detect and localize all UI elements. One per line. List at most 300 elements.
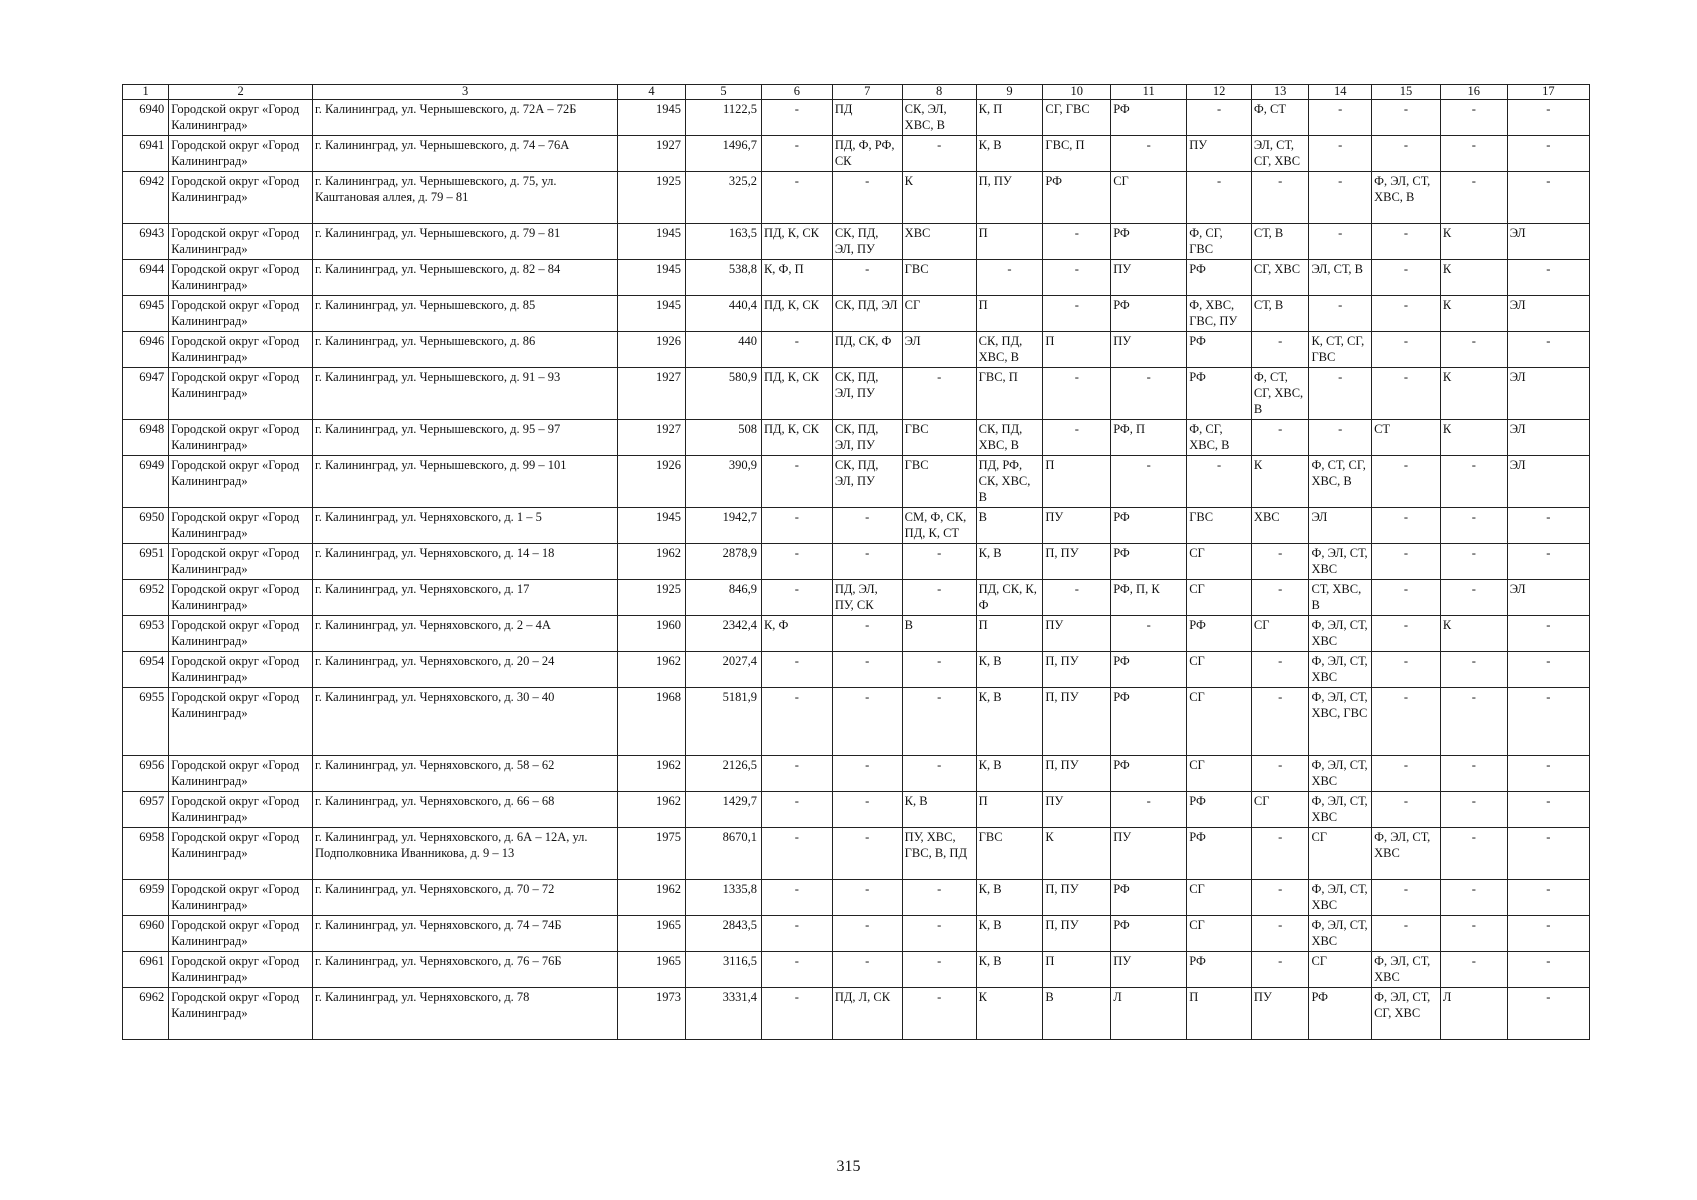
table-cell-col-8: - [902,136,976,172]
table-cell-col-5: 390,9 [685,456,761,508]
table-cell-col-4: 1965 [618,952,686,988]
table-cell-col-1: 6957 [123,792,169,828]
table-cell-col-2: Городской округ «Город Калининград» [169,172,313,224]
table-cell-col-4: 1975 [618,828,686,880]
table-cell-col-9: К, В [976,952,1043,988]
table-cell-col-16: К [1440,224,1507,260]
table-cell-col-14: - [1309,368,1372,420]
table-cell-col-5: 1429,7 [685,792,761,828]
table-cell-col-15: - [1372,508,1441,544]
table-row [123,368,1590,420]
table-cell-col-2: Городской округ «Город Калининград» [169,224,313,260]
table-cell-col-10: ПУ [1043,792,1111,828]
table-cell-col-12: РФ [1187,828,1252,880]
table-cell-col-15: - [1372,544,1441,580]
table-cell-col-3: г. Калининград, ул. Черняховского, д. 6А – 12А, ул. Подполковника Иванникова, д. 9 – 13 [313,828,618,880]
table-cell-col-9: К, В [976,652,1043,688]
table-cell-col-5: 2878,9 [685,544,761,580]
table-cell-col-12: РФ [1187,792,1252,828]
table-cell-col-14: Ф, СТ, СГ, ХВС, В [1309,456,1372,508]
table-cell-col-16: - [1440,508,1507,544]
table-cell-col-16: - [1440,688,1507,756]
table-cell-col-11: - [1111,456,1187,508]
table-cell-col-14: - [1309,100,1372,136]
table-cell-col-8: - [902,580,976,616]
table-cell-col-6: - [761,332,832,368]
table-cell-col-11: РФ, П, К [1111,580,1187,616]
table-cell-col-11: ПУ [1111,952,1187,988]
table-cell-col-4: 1927 [618,368,686,420]
table-cell-col-8: - [902,544,976,580]
table-cell-col-11: - [1111,792,1187,828]
table-cell-col-9: К, В [976,880,1043,916]
table-cell-col-9: ГВС [976,828,1043,880]
table-cell-col-4: 1973 [618,988,686,1040]
table-cell-col-3: г. Калининград, ул. Чернышевского, д. 74 – 76А [313,136,618,172]
table-cell-col-13: - [1251,580,1309,616]
table-cell-col-12: РФ [1187,260,1252,296]
table-cell-col-15: Ф, ЭЛ, СТ, ХВС [1372,952,1441,988]
table-cell-col-8: ХВС [902,224,976,260]
table-cell-col-6: ПД, К, СК [761,224,832,260]
table-cell-col-11: РФ [1111,100,1187,136]
table-cell-col-17: - [1507,688,1589,756]
table-body [123,100,1590,1040]
table-cell-col-6: - [761,456,832,508]
table-cell-col-3: г. Калининград, ул. Чернышевского, д. 75, ул. Каштановая аллея, д. 79 – 81 [313,172,618,224]
table-cell-col-7: - [832,172,902,224]
table-cell-col-8: - [902,988,976,1040]
table-cell-col-14: СГ [1309,828,1372,880]
table-cell-col-5: 2843,5 [685,916,761,952]
table-cell-col-14: Ф, ЭЛ, СТ, ХВС [1309,756,1372,792]
table-cell-col-1: 6956 [123,756,169,792]
table-cell-col-12: - [1187,172,1252,224]
table-cell-col-1: 6962 [123,988,169,1040]
table-cell-col-15: - [1372,756,1441,792]
table-cell-col-11: РФ [1111,688,1187,756]
table-cell-col-13: - [1251,420,1309,456]
table-cell-col-10: К [1043,828,1111,880]
table-cell-col-15: - [1372,296,1441,332]
table-cell-col-11: РФ [1111,296,1187,332]
table-cell-col-9: - [976,260,1043,296]
table-cell-col-5: 163,5 [685,224,761,260]
table-cell-col-16: - [1440,332,1507,368]
table-cell-col-10: ГВС, П [1043,136,1111,172]
table-cell-col-7: ПД [832,100,902,136]
table-cell-col-2: Городской округ «Город Калининград» [169,952,313,988]
table-cell-col-10: П [1043,456,1111,508]
table-cell-col-15: - [1372,580,1441,616]
table-cell-col-14: Ф, ЭЛ, СТ, ХВС [1309,880,1372,916]
table-cell-col-1: 6945 [123,296,169,332]
table-cell-col-15: Ф, ЭЛ, СТ, ХВС [1372,828,1441,880]
table-cell-col-10: ПУ [1043,508,1111,544]
table-cell-col-15: - [1372,456,1441,508]
table-cell-col-6: ПД, К, СК [761,420,832,456]
table-cell-col-7: ПД, ЭЛ, ПУ, СК [832,580,902,616]
table-row [123,456,1590,508]
table-cell-col-15: - [1372,792,1441,828]
table-cell-col-14: К, СТ, СГ, ГВС [1309,332,1372,368]
table-cell-col-11: СГ [1111,172,1187,224]
table-cell-col-7: - [832,756,902,792]
table-cell-col-13: СГ [1251,616,1309,652]
table-cell-col-7: ПД, Ф, РФ, СК [832,136,902,172]
table-cell-col-3: г. Калининград, ул. Черняховского, д. 17 [313,580,618,616]
table-row [123,172,1590,224]
table-cell-col-1: 6947 [123,368,169,420]
table-cell-col-16: - [1440,580,1507,616]
table-cell-col-5: 1335,8 [685,880,761,916]
table-cell-col-14: ЭЛ, СТ, В [1309,260,1372,296]
table-cell-col-10: - [1043,580,1111,616]
table-cell-col-9: П [976,616,1043,652]
table-cell-col-12: Ф, СГ, ХВС, В [1187,420,1252,456]
table-cell-col-1: 6961 [123,952,169,988]
table-cell-col-12: СГ [1187,756,1252,792]
table-cell-col-17: - [1507,544,1589,580]
table-cell-col-14: СГ [1309,952,1372,988]
table-cell-col-10: П [1043,332,1111,368]
table-cell-col-6: - [761,756,832,792]
table-cell-col-16: - [1440,456,1507,508]
table-cell-col-10: П, ПУ [1043,688,1111,756]
table-cell-col-7: - [832,792,902,828]
table-cell-col-14: Ф, ЭЛ, СТ, ХВС, ГВС [1309,688,1372,756]
table-cell-col-6: - [761,880,832,916]
table-cell-col-11: РФ [1111,224,1187,260]
table-cell-col-16: - [1440,828,1507,880]
table-cell-col-1: 6952 [123,580,169,616]
table-cell-col-10: - [1043,260,1111,296]
table-cell-col-15: - [1372,652,1441,688]
table-cell-col-9: ПД, РФ, СК, ХВС, В [976,456,1043,508]
table-cell-col-14: - [1309,224,1372,260]
table-cell-col-4: 1945 [618,224,686,260]
table-cell-col-16: К [1440,260,1507,296]
table-cell-col-14: - [1309,172,1372,224]
table-cell-col-11: - [1111,616,1187,652]
table-cell-col-7: СК, ПД, ЭЛ, ПУ [832,456,902,508]
table-cell-col-4: 1925 [618,172,686,224]
table-cell-col-8: СК, ЭЛ, ХВС, В [902,100,976,136]
table-cell-col-10: П, ПУ [1043,544,1111,580]
table-cell-col-13: ХВС [1251,508,1309,544]
table-cell-col-12: Ф, ХВС, ГВС, ПУ [1187,296,1252,332]
table-cell-col-2: Городской округ «Город Калининград» [169,456,313,508]
table-cell-col-15: - [1372,224,1441,260]
table-row [123,332,1590,368]
table-cell-col-7: - [832,916,902,952]
table-cell-col-12: РФ [1187,616,1252,652]
table-cell-col-6: - [761,100,832,136]
table-cell-col-13: - [1251,544,1309,580]
table-cell-col-1: 6941 [123,136,169,172]
table-row [123,544,1590,580]
table-cell-col-3: г. Калининград, ул. Черняховского, д. 76 – 76Б [313,952,618,988]
table-cell-col-4: 1927 [618,136,686,172]
table-cell-col-5: 580,9 [685,368,761,420]
table-cell-col-5: 3116,5 [685,952,761,988]
table-cell-col-4: 1962 [618,544,686,580]
table-cell-col-17: - [1507,332,1589,368]
table-cell-col-17: - [1507,988,1589,1040]
table-cell-col-14: - [1309,136,1372,172]
table-cell-col-9: К [976,988,1043,1040]
table-cell-col-15: СТ [1372,420,1441,456]
table-cell-col-16: - [1440,880,1507,916]
table-cell-col-15: - [1372,916,1441,952]
column-header-17: 17 [1507,85,1589,100]
table-cell-col-17: - [1507,828,1589,880]
table-row [123,652,1590,688]
column-header-11: 11 [1111,85,1187,100]
table-cell-col-3: г. Калининград, ул. Черняховского, д. 1 – 5 [313,508,618,544]
table-cell-col-4: 1945 [618,296,686,332]
table-cell-col-14: Ф, ЭЛ, СТ, ХВС [1309,616,1372,652]
table-cell-col-7: ПД, Л, СК [832,988,902,1040]
table-cell-col-5: 2126,5 [685,756,761,792]
table-cell-col-14: Ф, ЭЛ, СТ, ХВС [1309,544,1372,580]
table-cell-col-8: - [902,756,976,792]
table-cell-col-10: П, ПУ [1043,652,1111,688]
table-cell-col-3: г. Калининград, ул. Чернышевского, д. 85 [313,296,618,332]
table-cell-col-2: Городской округ «Город Калининград» [169,508,313,544]
table-cell-col-17: ЭЛ [1507,580,1589,616]
table-cell-col-2: Городской округ «Город Калининград» [169,544,313,580]
table-cell-col-1: 6946 [123,332,169,368]
table-cell-col-4: 1968 [618,688,686,756]
column-header-14: 14 [1309,85,1372,100]
table-cell-col-3: г. Калининград, ул. Чернышевского, д. 79 – 81 [313,224,618,260]
table-row [123,508,1590,544]
table-cell-col-9: К, В [976,688,1043,756]
column-header-15: 15 [1372,85,1441,100]
table-cell-col-2: Городской округ «Город Калининград» [169,880,313,916]
table-cell-col-16: Л [1440,988,1507,1040]
table-cell-col-16: К [1440,420,1507,456]
table-cell-col-5: 538,8 [685,260,761,296]
table-cell-col-12: П [1187,988,1252,1040]
table-cell-col-2: Городской округ «Город Калининград» [169,828,313,880]
table-cell-col-14: СТ, ХВС, В [1309,580,1372,616]
table-cell-col-11: ПУ [1111,332,1187,368]
table-cell-col-17: - [1507,172,1589,224]
table-cell-col-7: СК, ПД, ЭЛ, ПУ [832,368,902,420]
table-cell-col-4: 1962 [618,880,686,916]
table-cell-col-17: - [1507,616,1589,652]
table-cell-col-17: - [1507,136,1589,172]
table-cell-col-13: - [1251,880,1309,916]
table-cell-col-10: П, ПУ [1043,916,1111,952]
column-header-9: 9 [976,85,1043,100]
table-cell-col-17: ЭЛ [1507,368,1589,420]
table-cell-col-14: Ф, ЭЛ, СТ, ХВС [1309,652,1372,688]
table-cell-col-6: - [761,652,832,688]
table-cell-col-8: - [902,880,976,916]
table-cell-col-17: - [1507,880,1589,916]
table-cell-col-13: ПУ [1251,988,1309,1040]
table-cell-col-5: 2342,4 [685,616,761,652]
table-cell-col-9: К, В [976,136,1043,172]
table-cell-col-4: 1945 [618,508,686,544]
table-cell-col-10: - [1043,296,1111,332]
table-cell-col-11: РФ [1111,756,1187,792]
table-row [123,616,1590,652]
table-cell-col-9: ГВС, П [976,368,1043,420]
table-cell-col-7: - [832,260,902,296]
table-cell-col-16: - [1440,916,1507,952]
table-cell-col-13: ЭЛ, СТ, СГ, ХВС [1251,136,1309,172]
table-cell-col-2: Городской округ «Город Калининград» [169,652,313,688]
table-cell-col-15: - [1372,100,1441,136]
table-cell-col-1: 6960 [123,916,169,952]
table-cell-col-1: 6955 [123,688,169,756]
table-cell-col-6: - [761,828,832,880]
table-cell-col-13: СГ [1251,792,1309,828]
table-cell-col-11: РФ [1111,880,1187,916]
table-cell-col-10: П, ПУ [1043,880,1111,916]
table-cell-col-2: Городской округ «Город Калининград» [169,368,313,420]
table-cell-col-8: СГ [902,296,976,332]
table-cell-col-13: СГ, ХВС [1251,260,1309,296]
table-cell-col-13: - [1251,652,1309,688]
table-cell-col-2: Городской округ «Город Калининград» [169,616,313,652]
table-cell-col-15: - [1372,260,1441,296]
table-cell-col-5: 440,4 [685,296,761,332]
column-header-12: 12 [1187,85,1252,100]
table-cell-col-16: К [1440,616,1507,652]
table-cell-col-12: СГ [1187,880,1252,916]
column-header-2: 2 [169,85,313,100]
table-cell-col-2: Городской округ «Город Калининград» [169,988,313,1040]
table-cell-col-17: ЭЛ [1507,224,1589,260]
table-cell-col-8: - [902,916,976,952]
table-cell-col-3: г. Калининград, ул. Черняховского, д. 30 – 40 [313,688,618,756]
table-cell-col-13: - [1251,332,1309,368]
table-cell-col-16: - [1440,756,1507,792]
table-cell-col-1: 6949 [123,456,169,508]
table-cell-col-1: 6951 [123,544,169,580]
table-cell-col-3: г. Калининград, ул. Чернышевского, д. 72А – 72Б [313,100,618,136]
table-cell-col-3: г. Калининград, ул. Черняховского, д. 58 – 62 [313,756,618,792]
table-cell-col-8: - [902,652,976,688]
table-cell-col-15: - [1372,332,1441,368]
table-cell-col-12: РФ [1187,368,1252,420]
table-cell-col-6: - [761,916,832,952]
table-cell-col-4: 1926 [618,332,686,368]
table-cell-col-16: - [1440,952,1507,988]
table-cell-col-3: г. Калининград, ул. Черняховского, д. 74 – 74Б [313,916,618,952]
table-cell-col-8: В [902,616,976,652]
table-cell-col-4: 1926 [618,456,686,508]
table-cell-col-4: 1927 [618,420,686,456]
table-cell-col-14: - [1309,296,1372,332]
table-cell-col-6: - [761,172,832,224]
table-cell-col-16: К [1440,368,1507,420]
table-cell-col-9: К, В [976,756,1043,792]
table-cell-col-15: Ф, ЭЛ, СТ, ХВС, В [1372,172,1441,224]
table-cell-col-13: - [1251,688,1309,756]
table-cell-col-4: 1962 [618,792,686,828]
table-cell-col-4: 1945 [618,100,686,136]
table-cell-col-3: г. Калининград, ул. Черняховского, д. 2 – 4А [313,616,618,652]
table-cell-col-12: СГ [1187,916,1252,952]
table-cell-col-3: г. Калининград, ул. Чернышевского, д. 86 [313,332,618,368]
table-cell-col-17: - [1507,652,1589,688]
page-number: 315 [836,1158,861,1175]
table-cell-col-10: ПУ [1043,616,1111,652]
table-cell-col-1: 6943 [123,224,169,260]
column-header-3: 3 [313,85,618,100]
table-cell-col-8: К, В [902,792,976,828]
table-cell-col-13: СТ, В [1251,296,1309,332]
table-cell-col-5: 508 [685,420,761,456]
table-cell-col-13: - [1251,828,1309,880]
table-cell-col-10: РФ [1043,172,1111,224]
table-cell-col-5: 1942,7 [685,508,761,544]
table-cell-col-16: - [1440,544,1507,580]
header-row [123,85,1590,100]
table-cell-col-13: Ф, СТ [1251,100,1309,136]
table-cell-col-6: - [761,508,832,544]
table-cell-col-12: СГ [1187,580,1252,616]
table-cell-col-2: Городской округ «Город Калининград» [169,100,313,136]
table-row [123,756,1590,792]
table-row [123,792,1590,828]
table-cell-col-5: 8670,1 [685,828,761,880]
table-cell-col-6: - [761,580,832,616]
table-cell-col-3: г. Калининград, ул. Черняховского, д. 78 [313,988,618,1040]
table-cell-col-12: СГ [1187,544,1252,580]
table-cell-col-6: - [761,544,832,580]
table-cell-col-6: - [761,952,832,988]
table-row [123,580,1590,616]
table-cell-col-1: 6953 [123,616,169,652]
table-cell-col-3: г. Калининград, ул. Чернышевского, д. 82 – 84 [313,260,618,296]
table-cell-col-11: РФ [1111,652,1187,688]
table-cell-col-2: Городской округ «Город Калининград» [169,260,313,296]
table-cell-col-3: г. Калининград, ул. Чернышевского, д. 95 – 97 [313,420,618,456]
table-cell-col-2: Городской округ «Город Калининград» [169,580,313,616]
table-cell-col-8: СМ, Ф, СК, ПД, К, СТ [902,508,976,544]
table-cell-col-17: - [1507,508,1589,544]
table-cell-col-3: г. Калининград, ул. Черняховского, д. 70 – 72 [313,880,618,916]
table-cell-col-7: СК, ПД, ЭЛ, ПУ [832,420,902,456]
table-cell-col-2: Городской округ «Город Калининград» [169,688,313,756]
table-cell-col-2: Городской округ «Город Калининград» [169,756,313,792]
table-cell-col-7: - [832,544,902,580]
table-cell-col-1: 6948 [123,420,169,456]
table-cell-col-10: СГ, ГВС [1043,100,1111,136]
table-cell-col-15: - [1372,368,1441,420]
column-header-8: 8 [902,85,976,100]
table-cell-col-14: - [1309,420,1372,456]
table-cell-col-2: Городской округ «Город Калининград» [169,296,313,332]
table-cell-col-5: 2027,4 [685,652,761,688]
table-cell-col-1: 6950 [123,508,169,544]
table-cell-col-8: ГВС [902,420,976,456]
table-cell-col-12: РФ [1187,332,1252,368]
table-cell-col-7: ПД, СК, Ф [832,332,902,368]
table-row [123,916,1590,952]
table-cell-col-3: г. Калининград, ул. Чернышевского, д. 99 – 101 [313,456,618,508]
table-cell-col-16: - [1440,172,1507,224]
table-cell-col-1: 6944 [123,260,169,296]
table-cell-col-7: СК, ПД, ЭЛ, ПУ [832,224,902,260]
